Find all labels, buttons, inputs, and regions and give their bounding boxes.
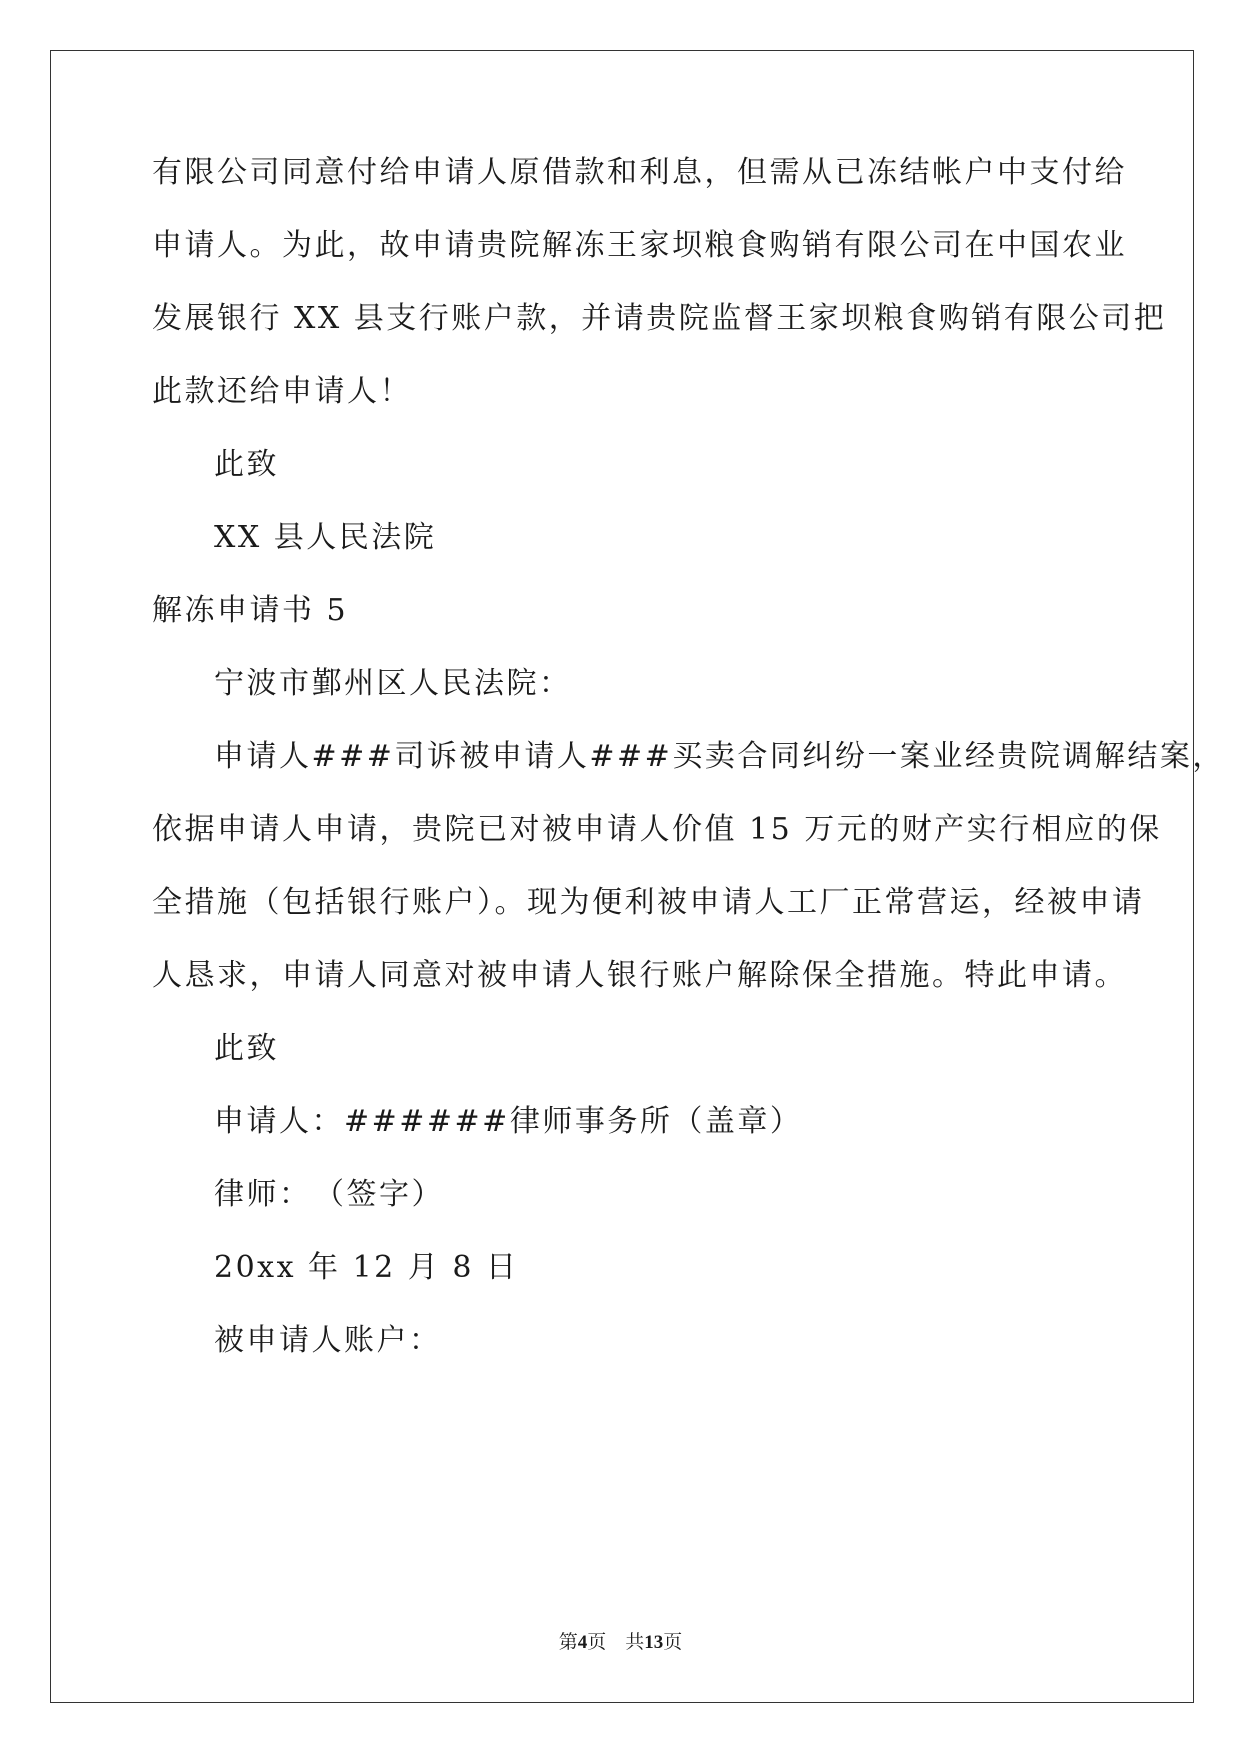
section-heading: 解冻申请书 5 bbox=[152, 593, 349, 628]
page-border bbox=[50, 50, 1194, 1703]
respondent-account-line: 被申请人账户： bbox=[214, 1323, 442, 1358]
lawyer-line: 律师： （签字） bbox=[214, 1177, 444, 1212]
closing-salutation-2: 此致 bbox=[214, 1031, 279, 1066]
footer-prefix: 第 bbox=[558, 1632, 578, 1653]
body-line-7: 全措施（包括银行账户）。现为便利被申请人工厂正常营运，经被申请 bbox=[152, 885, 1145, 920]
total-pages-number: 13 bbox=[644, 1632, 664, 1653]
current-page-number: 4 bbox=[577, 1632, 588, 1653]
body-line-3: 发展银行 XX 县支行账户款，并请贵院监督王家坝粮食购销有限公司把 bbox=[152, 301, 1167, 336]
closing-salutation: 此致 bbox=[214, 447, 279, 482]
body-line-5: 申请人###司诉被申请人###买卖合同纠纷一案业经贵院调解结案， bbox=[214, 739, 1225, 774]
body-line-1: 有限公司同意付给申请人原借款和利息，但需从已冻结帐户中支付给 bbox=[152, 155, 1127, 190]
body-line-4: 此款还给申请人！ bbox=[152, 374, 412, 409]
footer-middle: 页 共 bbox=[587, 1632, 645, 1653]
body-line-8: 人恳求，申请人同意对被申请人银行账户解除保全措施。特此申请。 bbox=[152, 958, 1127, 993]
body-line-2: 申请人。为此，故申请贵院解冻王家坝粮食购销有限公司在中国农业 bbox=[152, 228, 1127, 263]
body-line-6: 依据申请人申请，贵院已对被申请人价值 15 万元的财产实行相应的保 bbox=[152, 812, 1162, 847]
date-line: 20xx 年 12 月 8 日 bbox=[214, 1250, 519, 1285]
applicant-line: 申请人：######律师事务所（盖章） bbox=[214, 1104, 803, 1139]
footer-suffix: 页 bbox=[663, 1632, 683, 1653]
recipient-court: XX 县人民法院 bbox=[214, 520, 437, 555]
page-footer bbox=[0, 1631, 1241, 1655]
addressee: 宁波市鄞州区人民法院： bbox=[214, 666, 572, 701]
